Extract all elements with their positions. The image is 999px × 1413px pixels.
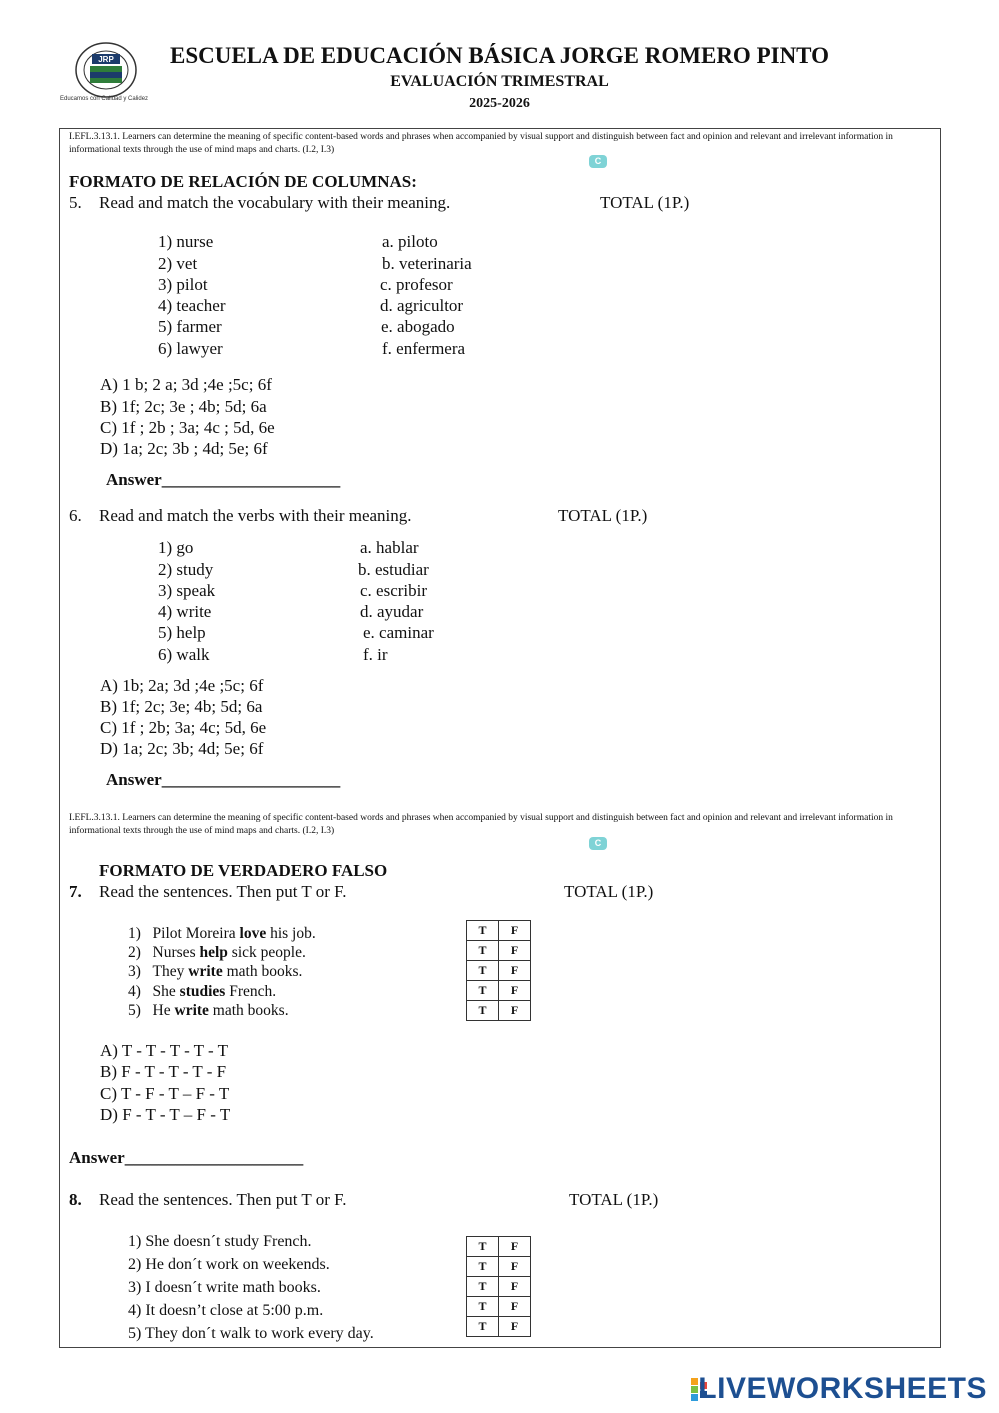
- q6-right-item: d. ayudar: [360, 602, 424, 621]
- school-name: ESCUELA DE EDUCACIÓN BÁSICA JORGE ROMERO PINTO: [169, 43, 829, 68]
- q5-left-item: 2) vet: [158, 254, 198, 273]
- true-cell[interactable]: T: [467, 1001, 499, 1021]
- q6-left-item: 3) speak: [158, 581, 216, 600]
- true-cell[interactable]: T: [467, 1317, 499, 1337]
- false-cell[interactable]: F: [499, 981, 531, 1001]
- q7-option[interactable]: B) F - T - T - T - F: [100, 1062, 227, 1081]
- q7-answer-field[interactable]: Answer_____________________: [69, 1148, 304, 1167]
- false-cell[interactable]: F: [499, 921, 531, 941]
- q8-sentence: 3) I doesn´t write math books.: [128, 1279, 321, 1296]
- q5-right-item: d. agricultor: [380, 296, 464, 315]
- false-cell[interactable]: F: [499, 1297, 531, 1317]
- q7-option[interactable]: C) T - F - T – F - T: [100, 1084, 230, 1103]
- q6-left-item: 2) study: [158, 560, 214, 579]
- section-title-matching: FORMATO DE RELACIÓN DE COLUMNAS:: [69, 172, 417, 191]
- q8-total: TOTAL (1P.): [569, 1190, 659, 1209]
- comment-badge-icon[interactable]: C: [589, 837, 607, 850]
- true-cell[interactable]: T: [467, 1277, 499, 1297]
- q6-option[interactable]: D) 1a; 2c; 3b; 4d; 5e; 6f: [100, 739, 264, 758]
- q8-sentence: 4) It doesn’t close at 5:00 p.m.: [128, 1302, 324, 1319]
- q6-option[interactable]: B) 1f; 2c; 3e; 4b; 5d; 6a: [100, 697, 263, 716]
- q8-sentence: 5) They don´t walk to work every day.: [128, 1325, 374, 1342]
- q7-number: 7.: [69, 882, 82, 901]
- true-cell[interactable]: T: [467, 1257, 499, 1277]
- false-cell[interactable]: F: [499, 1257, 531, 1277]
- true-cell[interactable]: T: [467, 941, 499, 961]
- logo-caption: Educamos con Calidad y Calidez: [60, 96, 149, 102]
- false-cell[interactable]: F: [499, 941, 531, 961]
- q7-total: TOTAL (1P.): [564, 882, 654, 901]
- true-cell[interactable]: T: [467, 1297, 499, 1317]
- q6-right-item: f. ir: [363, 645, 388, 664]
- q5-left-item: 6) lawyer: [158, 339, 223, 358]
- q7-option[interactable]: A) T - T - T - T - T: [100, 1041, 228, 1060]
- section-title-true-false: FORMATO DE VERDADERO FALSO: [99, 861, 388, 880]
- true-cell[interactable]: T: [467, 981, 499, 1001]
- logo-text: JRP: [98, 55, 114, 64]
- false-cell[interactable]: F: [499, 1001, 531, 1021]
- q6-number: 6.: [69, 506, 82, 525]
- q5-left-item: 1) nurse: [158, 232, 214, 251]
- q6-right-item: e. caminar: [363, 623, 434, 642]
- q8-sentence: 1) She doesn´t study French.: [128, 1233, 312, 1250]
- q6-left-item: 5) help: [158, 623, 206, 642]
- false-cell[interactable]: F: [499, 1237, 531, 1257]
- q5-left-item: 5) farmer: [158, 317, 222, 336]
- q7-prompt: Read the sentences. Then put T or F.: [99, 882, 347, 901]
- q6-answer-field[interactable]: Answer_____________________: [106, 770, 341, 789]
- q6-right-item: b. estudiar: [358, 560, 429, 579]
- q5-right-item: a. piloto: [382, 232, 438, 251]
- q7-sentence: 5) He write math books.: [128, 1002, 289, 1019]
- q5-right-item: b. veterinaria: [382, 254, 472, 273]
- q6-left-item: 1) go: [158, 538, 194, 557]
- q5-number: 5.: [69, 193, 82, 212]
- q6-total: TOTAL (1P.): [558, 506, 648, 525]
- true-cell[interactable]: T: [467, 961, 499, 981]
- q5-answer-field[interactable]: Answer_____________________: [106, 470, 341, 489]
- standard-text: I.EFL.3.13.1. Learners can determine the meaning of specific content-based words and phrases when accompanied by visual support and distinguish between fact and opinion and relevant and irrelevant information in informational texts through the use of mind maps and charts. (I.2, I.3): [69, 813, 893, 836]
- q6-left-item: 6) walk: [158, 645, 210, 664]
- school-year: 2025-2026: [469, 96, 530, 111]
- q8-tf-table: [466, 1236, 531, 1337]
- q5-right-item: e. abogado: [381, 317, 455, 336]
- q6-prompt: Read and match the verbs with their meaning.: [99, 506, 412, 525]
- q6-left-item: 4) write: [158, 602, 212, 621]
- q6-right-item: c. escribir: [360, 581, 428, 600]
- true-cell[interactable]: T: [467, 921, 499, 941]
- false-cell[interactable]: F: [499, 961, 531, 981]
- liveworksheets-brand[interactable]: LIVEWORKSHEETS: [698, 1372, 987, 1405]
- q7-sentence: 4) She studies French.: [128, 983, 277, 1000]
- false-cell[interactable]: F: [499, 1277, 531, 1297]
- q6-option[interactable]: A) 1b; 2a; 3d ;4e ;5c; 6f: [100, 676, 264, 695]
- true-cell[interactable]: T: [467, 1237, 499, 1257]
- q7-option[interactable]: D) F - T - T – F - T: [100, 1105, 231, 1124]
- q7-tf-table: [466, 920, 531, 1021]
- q5-right-item: c. profesor: [380, 275, 453, 294]
- q5-option[interactable]: A) 1 b; 2 a; 3d ;4e ;5c; 6f: [100, 375, 272, 394]
- q5-option[interactable]: B) 1f; 2c; 3e ; 4b; 5d; 6a: [100, 397, 267, 416]
- evaluation-title: EVALUACIÓN TRIMESTRAL: [390, 73, 609, 90]
- comment-badge-icon[interactable]: C: [589, 155, 607, 168]
- q5-right-item: f. enfermera: [382, 339, 466, 358]
- q5-prompt: Read and match the vocabulary with their meaning.: [99, 193, 451, 212]
- q8-number: 8.: [69, 1190, 82, 1209]
- q5-left-item: 3) pilot: [158, 275, 208, 294]
- q8-sentence: 2) He don´t work on weekends.: [128, 1256, 330, 1273]
- q5-left-item: 4) teacher: [158, 296, 226, 315]
- q6-right-item: a. hablar: [360, 538, 419, 557]
- q5-option[interactable]: D) 1a; 2c; 3b ; 4d; 5e; 6f: [100, 439, 268, 458]
- q8-prompt: Read the sentences. Then put T or F.: [99, 1190, 347, 1209]
- q6-option[interactable]: C) 1f ; 2b; 3a; 4c; 5d, 6e: [100, 718, 267, 737]
- q7-sentence: 1) Pilot Moreira love his job.: [128, 925, 316, 942]
- q7-sentence: 3) They write math books.: [128, 963, 303, 980]
- q5-total: TOTAL (1P.): [600, 193, 690, 212]
- q5-option[interactable]: C) 1f ; 2b ; 3a; 4c ; 5d, 6e: [100, 418, 275, 437]
- standard-text: I.EFL.3.13.1. Learners can determine the meaning of specific content-based words and phrases when accompanied by visual support and distinguish between fact and opinion and relevant and irrelevant information in informational texts through the use of mind maps and charts. (I.2, I.3): [69, 132, 893, 155]
- q7-sentence: 2) Nurses help sick people.: [128, 944, 306, 961]
- false-cell[interactable]: F: [499, 1317, 531, 1337]
